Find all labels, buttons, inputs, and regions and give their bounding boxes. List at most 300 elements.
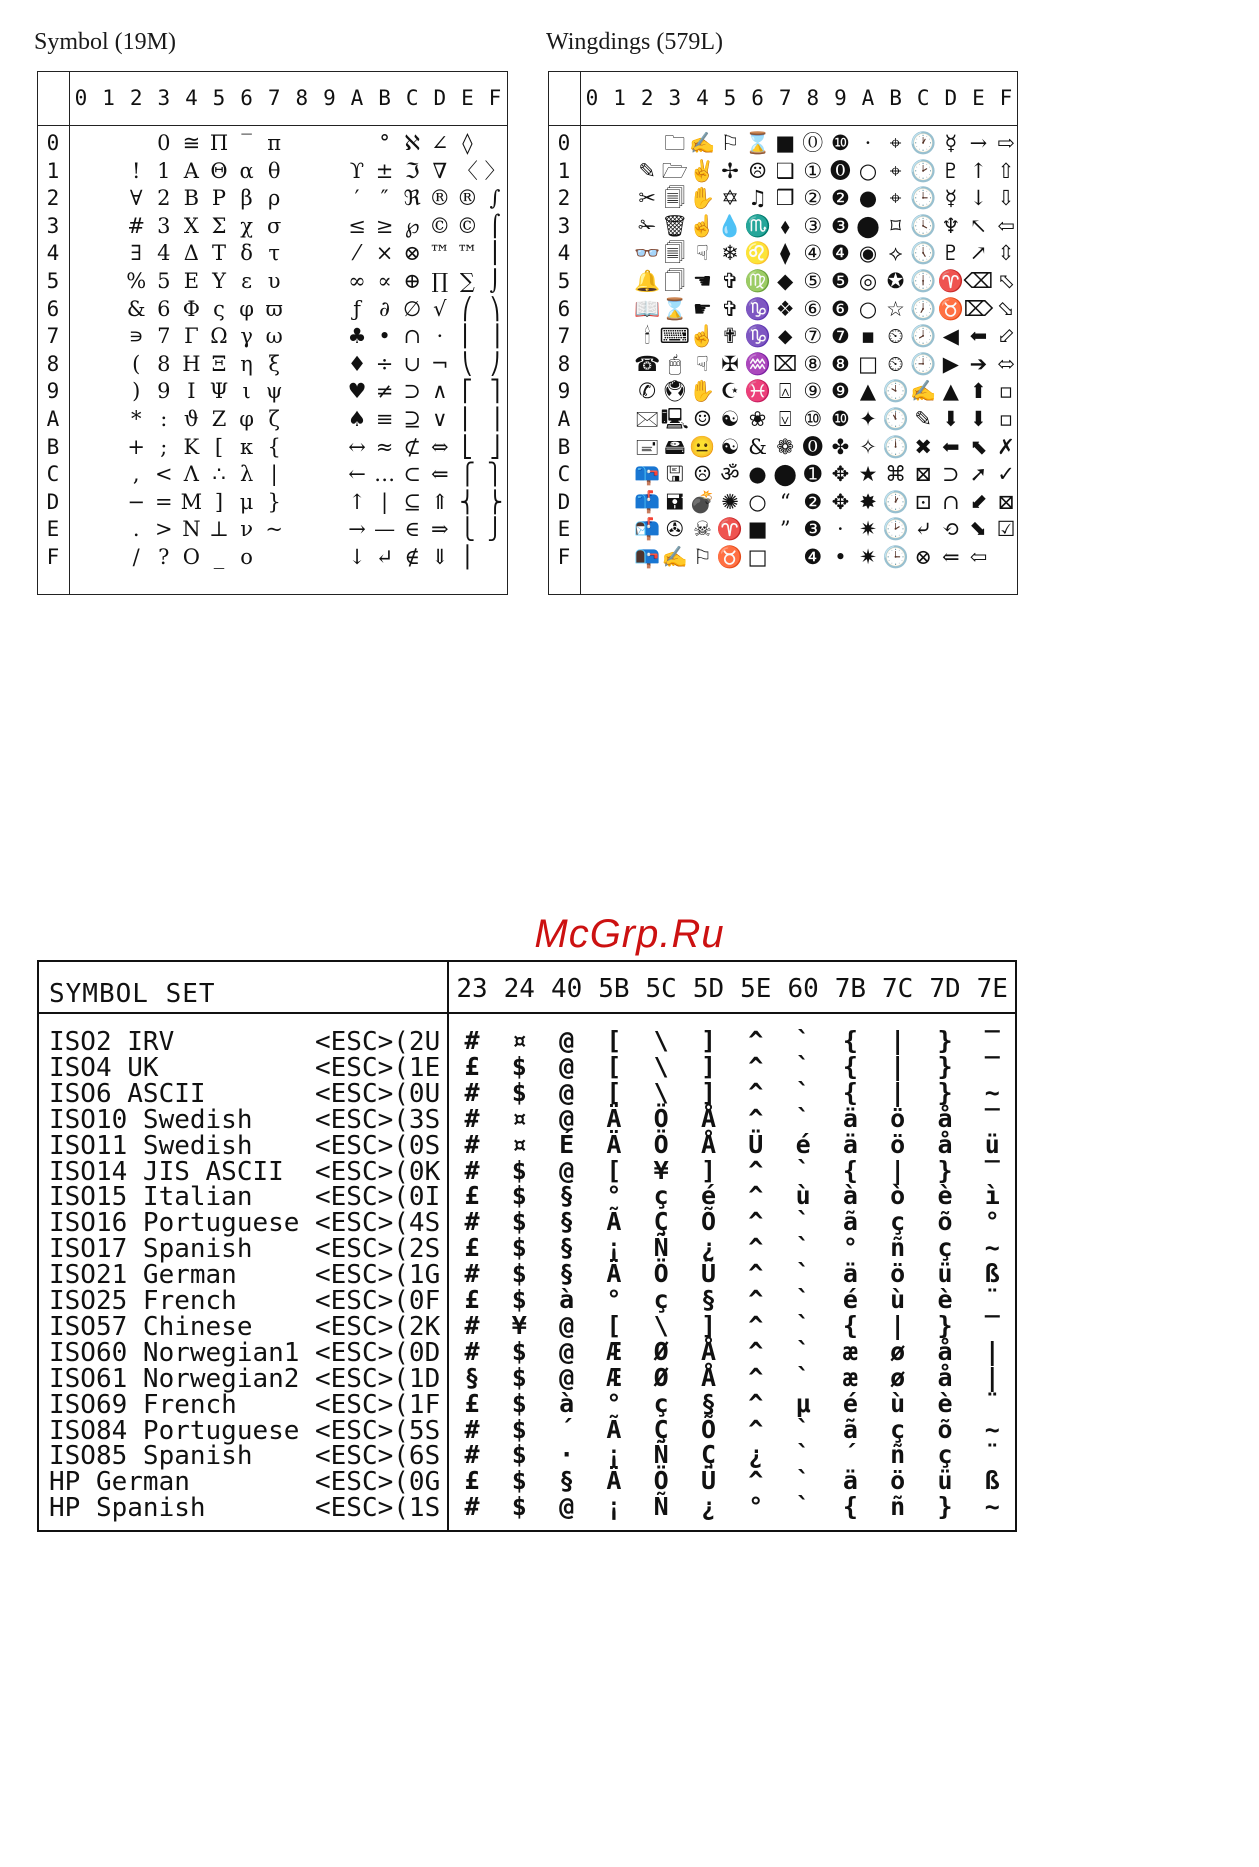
- wingdings-glyph: ✌: [689, 158, 716, 183]
- symbol-glyph: ℵ: [404, 131, 421, 155]
- wingdings-glyph: ⑧: [803, 351, 823, 376]
- symbol-set-char: #: [464, 1207, 480, 1237]
- symbol-set-char: §: [559, 1233, 575, 1263]
- wingdings-glyph: ⇐: [941, 545, 960, 569]
- wingdings-glyph: ●: [748, 462, 767, 487]
- symbol-row-header: 8: [46, 351, 60, 376]
- symbol-set-char: ‾: [984, 1051, 1000, 1081]
- symbol-set-char: °: [984, 1207, 1000, 1237]
- symbol-set-char: Õ: [700, 1414, 717, 1444]
- symbol-set-char: #: [464, 1440, 480, 1470]
- symbol-set-char: è: [937, 1181, 953, 1211]
- symbol-glyph: &: [126, 296, 146, 321]
- symbol-set-char: ^: [748, 1466, 764, 1496]
- wingdings-glyph: ⇧: [997, 158, 1015, 183]
- symbol-set-char: à: [559, 1285, 575, 1314]
- wingdings-glyph: □: [858, 351, 878, 376]
- wingdings-glyph: 🗍: [664, 269, 686, 293]
- symbol-glyph: ⎛: [462, 296, 473, 321]
- symbol-set-escape: <ESC>(1E: [315, 1052, 441, 1083]
- symbol-set-name: ISO16 Portuguese: [49, 1208, 300, 1239]
- symbol-set-char: ç: [653, 1285, 669, 1314]
- symbol-set-char: #: [464, 1414, 480, 1444]
- symbol-col-header: F: [488, 86, 502, 110]
- symbol-set-char: ·: [559, 1440, 575, 1470]
- symbol-glyph: ¬: [430, 351, 449, 376]
- symbol-glyph: *: [130, 407, 142, 431]
- symbol-set-char: ]: [700, 1051, 717, 1081]
- wingdings-glyph: ✠: [721, 351, 739, 376]
- wingdings-glyph: ❷: [830, 186, 850, 211]
- symbol-set-char: |: [984, 1362, 1000, 1392]
- symbol-glyph: 〉: [484, 158, 506, 183]
- wingdings-glyph: ❿: [830, 131, 850, 155]
- symbol-glyph: :: [160, 407, 168, 431]
- symbol-set-char: ¿: [700, 1233, 717, 1263]
- symbol-set-char: ‾: [984, 1026, 1000, 1055]
- symbol-glyph: 0: [157, 131, 171, 155]
- symbol-set-char: Æ: [606, 1336, 622, 1366]
- symbol-glyph: υ: [267, 269, 281, 293]
- wingdings-glyph: ●: [858, 186, 878, 211]
- wingdings-glyph: 📖: [634, 296, 661, 321]
- symbol-set-char: ä: [842, 1103, 858, 1133]
- symbol-set-char: Ö: [653, 1103, 669, 1133]
- symbol-glyph: ;: [160, 434, 168, 459]
- wingdings-glyph: ☪: [720, 379, 740, 404]
- symbol-set-char: Ñ: [653, 1440, 669, 1470]
- symbol-glyph: (: [132, 351, 141, 376]
- symbol-glyph: Χ: [183, 213, 199, 238]
- symbol-glyph: 〈: [456, 158, 478, 183]
- symbol-set-char: ^: [748, 1077, 764, 1107]
- symbol-set-char: Æ: [606, 1362, 622, 1392]
- symbol-set-char: æ: [842, 1362, 858, 1392]
- symbol-glyph: Η: [182, 351, 201, 376]
- wingdings-glyph: ⍌: [778, 407, 792, 431]
- wingdings-glyph: ♍: [744, 269, 771, 293]
- wingdings-glyph: ⓿: [829, 158, 851, 183]
- symbol-glyph: ϒ: [349, 158, 365, 183]
- symbol-set-char: ¤: [511, 1103, 527, 1133]
- symbol-set-char: è: [937, 1285, 953, 1314]
- symbol-set-char: ã: [842, 1414, 858, 1444]
- symbol-set-char: ü: [937, 1259, 953, 1289]
- wingdings-glyph: 🕑: [910, 158, 937, 183]
- wingdings-glyph: ♆: [941, 213, 961, 238]
- wingdings-glyph: ✞: [721, 296, 739, 321]
- symbol-glyph: μ: [239, 489, 254, 514]
- symbol-set-char: §: [700, 1285, 717, 1314]
- symbol-row-header: 9: [46, 379, 60, 404]
- symbol-set-char: `: [795, 1077, 811, 1107]
- symbol-set-char: Ñ: [653, 1492, 669, 1522]
- symbol-set-char: }: [937, 1026, 953, 1055]
- symbol-glyph: —: [374, 517, 396, 542]
- wingdings-glyph: ⬁: [997, 269, 1015, 293]
- wingdings-glyph: ✖: [914, 434, 932, 459]
- wingdings-glyph: &: [748, 434, 767, 459]
- symbol-glyph: ∇: [432, 158, 448, 183]
- symbol-set-char: Ç: [653, 1207, 669, 1237]
- wingdings-glyph: 😐: [689, 434, 716, 459]
- symbol-row-header: 0: [46, 131, 60, 155]
- symbol-set-char: §: [700, 1388, 717, 1418]
- symbol-glyph: ‾: [241, 131, 252, 155]
- symbol-glyph: ,: [132, 462, 140, 487]
- wingdings-glyph: ☿: [944, 131, 958, 155]
- wingdings-glyph: ⌖: [889, 131, 902, 155]
- symbol-set-escape: <ESC>(0U: [315, 1078, 441, 1109]
- wingdings-glyph: ❹: [803, 545, 823, 569]
- symbol-set-char: #: [464, 1492, 480, 1522]
- symbol-glyph: ♣: [347, 324, 367, 349]
- wingdings-glyph: ✞: [721, 269, 739, 293]
- wingdings-glyph: ⌖: [889, 158, 902, 183]
- wingdings-glyph: ✦: [859, 407, 877, 431]
- wingdings-col-header: 7: [778, 86, 792, 110]
- symbol-col-header: A: [350, 86, 364, 110]
- symbol-glyph: {: [267, 434, 281, 459]
- wingdings-glyph: ☑: [996, 517, 1016, 542]
- symbol-glyph: θ: [267, 158, 281, 183]
- symbol-row-header: E: [46, 517, 60, 542]
- symbol-glyph: ⌠: [489, 213, 501, 238]
- symbol-set-char: `: [795, 1155, 811, 1185]
- symbol-col-header: 1: [102, 86, 115, 110]
- symbol-set-char: $: [511, 1285, 527, 1314]
- wingdings-glyph: □: [747, 545, 768, 569]
- wingdings-glyph: ❽: [830, 351, 850, 376]
- wingdings-glyph: ⧫: [779, 241, 791, 266]
- symbol-set-char: [: [606, 1077, 622, 1107]
- symbol-set-char: $: [511, 1414, 527, 1444]
- symbol-set-char: è: [937, 1388, 953, 1418]
- symbol-set-char: }: [937, 1051, 953, 1081]
- symbol-set-name: ISO6 ASCII: [49, 1078, 206, 1109]
- symbol-glyph: ⇒: [430, 517, 449, 542]
- symbol-col-header: 0: [74, 86, 88, 110]
- symbol-set-char: `: [795, 1233, 811, 1263]
- symbol-set-char: Ø: [653, 1362, 669, 1392]
- symbol-set-char: Ü: [748, 1129, 764, 1159]
- symbol-glyph: 1: [157, 158, 171, 183]
- wingdings-glyph: ⌫: [963, 269, 994, 293]
- symbol-glyph: 2: [157, 186, 171, 211]
- symbol-set-char: $: [511, 1207, 527, 1237]
- wingdings-glyph: 🖫: [665, 462, 684, 487]
- symbol-set-char: Å: [700, 1129, 717, 1159]
- symbol-set-name: ISO85 Spanish: [49, 1441, 253, 1472]
- wingdings-glyph: ♉: [937, 296, 964, 321]
- symbol-set-escape: <ESC>(1F: [315, 1389, 441, 1420]
- symbol-set-char: ß: [984, 1466, 1000, 1496]
- symbol-set-char: `: [795, 1026, 811, 1055]
- wingdings-glyph: ☹: [748, 158, 767, 183]
- symbol-set-char: {: [842, 1155, 858, 1185]
- symbol-glyph: ⎦: [489, 434, 501, 459]
- symbol-glyph: ω: [265, 324, 283, 349]
- symbol-set-char: å: [937, 1336, 953, 1366]
- symbol-glyph: χ: [240, 213, 253, 238]
- symbol-set-name: ISO15 Italian: [49, 1182, 253, 1213]
- wingdings-glyph: ✓: [997, 462, 1015, 487]
- symbol-set-char: à: [842, 1181, 858, 1211]
- symbol-set-char: #: [464, 1259, 480, 1289]
- symbol-glyph: 6: [157, 296, 171, 321]
- wingdings-glyph: ❺: [830, 269, 850, 293]
- symbol-set-escape: <ESC>(0D: [315, 1337, 441, 1368]
- symbol-set-char: |: [984, 1336, 1000, 1366]
- symbol-glyph: ⎜: [462, 324, 473, 349]
- symbol-glyph: ⇐: [430, 462, 449, 487]
- wingdings-col-header: 8: [806, 86, 820, 110]
- symbol-glyph: Ζ: [211, 407, 227, 431]
- symbol-glyph: 8: [157, 351, 171, 376]
- symbol-glyph: ⊥: [209, 517, 229, 542]
- symbol-glyph: Δ: [183, 241, 199, 266]
- symbol-set-char: é: [700, 1181, 717, 1211]
- symbol-glyph: Ω: [210, 324, 228, 349]
- symbol-set-char: `: [795, 1103, 811, 1133]
- wingdings-glyph: ◀: [942, 324, 959, 349]
- symbol-glyph: ÷: [375, 351, 394, 376]
- symbol-glyph: Ν: [182, 517, 201, 542]
- symbol-glyph: ⋅: [436, 324, 444, 349]
- wingdings-row-header: 0: [557, 131, 571, 155]
- symbol-col-header: 2: [129, 86, 143, 110]
- symbol-glyph: √: [433, 296, 447, 321]
- wingdings-glyph: ☚: [692, 269, 712, 293]
- symbol-set-char: §: [559, 1181, 575, 1211]
- symbol-set-char: [: [606, 1310, 622, 1340]
- wingdings-glyph: ⍓: [778, 379, 792, 404]
- wingdings-row-header: F: [557, 545, 571, 569]
- wingdings-glyph: ॐ: [720, 462, 740, 487]
- symbol-set-char: ü: [937, 1466, 953, 1496]
- symbol-set-name: ISO11 Swedish: [49, 1130, 253, 1161]
- symbol-set-char: ^: [748, 1310, 764, 1340]
- symbol-set-char: £: [464, 1051, 480, 1081]
- symbol-glyph: Τ: [211, 241, 226, 266]
- symbol-set-char: £: [464, 1285, 480, 1314]
- wingdings-glyph: 🕖: [910, 296, 937, 321]
- wingdings-glyph: ☠: [692, 517, 712, 542]
- wingdings-glyph: ⑨: [803, 379, 823, 404]
- wingdings-glyph: ⌖: [889, 186, 902, 211]
- wingdings-glyph: 🕑: [882, 517, 909, 542]
- symbol-set-char: ö: [890, 1466, 906, 1496]
- symbol-set-name: ISO69 French: [49, 1389, 237, 1420]
- symbol-glyph: τ: [268, 241, 280, 266]
- symbol-font-table: [37, 71, 508, 595]
- wingdings-glyph: ■: [747, 517, 768, 542]
- symbol-set-char: ^: [748, 1414, 764, 1444]
- symbol-set-escape: <ESC>(1D: [315, 1363, 441, 1394]
- symbol-set-char: #: [464, 1077, 480, 1107]
- wingdings-row-header: D: [557, 489, 571, 514]
- symbol-set-escape: <ESC>(0K: [315, 1156, 441, 1187]
- symbol-glyph: ψ: [265, 379, 283, 404]
- wingdings-glyph: ⬤: [856, 213, 880, 238]
- symbol-col-header: 3: [157, 86, 171, 110]
- symbol-set-char: Ã: [606, 1414, 622, 1444]
- symbol-set-char: ]: [700, 1310, 717, 1340]
- wingdings-glyph: ✢: [721, 158, 739, 183]
- symbol-glyph: /: [132, 545, 140, 569]
- symbol-set-char: ì: [984, 1181, 1000, 1211]
- symbol-set-escape: <ESC>(4S: [315, 1208, 441, 1239]
- symbol-row-header: D: [46, 489, 60, 514]
- wingdings-glyph: ③: [803, 213, 823, 238]
- symbol-col-header: 9: [323, 86, 336, 110]
- symbol-col-header: E: [461, 86, 474, 110]
- wingdings-glyph: 🖴: [664, 434, 686, 459]
- wingdings-col-header: 9: [834, 86, 847, 110]
- wingdings-glyph: ✋: [689, 379, 716, 404]
- symbol-glyph: ∪: [403, 351, 421, 376]
- wingdings-glyph: 📬: [634, 517, 661, 542]
- symbol-row-header: C: [46, 462, 60, 487]
- symbol-set-char: }: [937, 1155, 953, 1185]
- symbol-glyph: ∝: [377, 269, 392, 293]
- wingdings-glyph: ✍: [910, 379, 937, 404]
- symbol-set-char: \: [653, 1026, 669, 1055]
- symbol-set-char: [: [606, 1155, 622, 1185]
- symbol-set-escape: <ESC>(0F: [315, 1286, 441, 1316]
- symbol-glyph: ⊕: [403, 269, 421, 293]
- symbol-glyph: π: [267, 131, 282, 155]
- wingdings-glyph: ▫: [998, 407, 1014, 431]
- symbol-set-header-rule: [39, 1012, 1015, 1014]
- symbol-row-header: B: [46, 434, 60, 459]
- wingdings-glyph: ↗: [969, 241, 988, 266]
- symbol-set-char: `: [795, 1310, 811, 1340]
- symbol-glyph: →: [348, 517, 366, 542]
- wingdings-glyph: 🔔: [634, 269, 661, 293]
- wingdings-glyph: ∩: [941, 489, 960, 514]
- symbol-glyph: ″: [380, 186, 389, 211]
- wingdings-glyph: 📫: [634, 489, 661, 514]
- symbol-row-header: 3: [46, 213, 60, 238]
- symbol-set-char: ¨: [984, 1285, 1000, 1314]
- wingdings-glyph: 🕐: [910, 131, 937, 155]
- symbol-set-char: ‾: [984, 1310, 1000, 1340]
- wingdings-glyph: ▶: [942, 351, 959, 376]
- watermark: McGrp.Ru: [534, 912, 725, 956]
- symbol-set-char: ^: [748, 1181, 764, 1211]
- symbol-set-char: ¤: [511, 1026, 527, 1055]
- symbol-set-char: ¥: [511, 1310, 527, 1340]
- wingdings-glyph: 📭: [634, 545, 661, 569]
- wingdings-glyph: ❑: [775, 158, 795, 183]
- symbol-glyph: |: [381, 489, 389, 514]
- wingdings-glyph: ♇: [941, 241, 961, 266]
- symbol-glyph: ℑ: [404, 158, 420, 183]
- symbol-glyph: δ: [240, 241, 253, 266]
- symbol-glyph: ∉: [404, 545, 420, 569]
- symbol-set-escape: <ESC>(2S: [315, 1234, 441, 1265]
- wingdings-glyph: 🕯: [644, 324, 651, 349]
- wingdings-glyph: ·: [864, 131, 872, 155]
- symbol-set-col-header: 60: [787, 974, 819, 1004]
- wingdings-glyph: ❸: [803, 517, 823, 542]
- symbol-glyph: ∧: [432, 379, 448, 404]
- symbol-glyph: ⎠: [489, 351, 501, 376]
- wingdings-glyph: ◎: [858, 269, 878, 293]
- symbol-set-char: £: [464, 1233, 480, 1263]
- wingdings-glyph: ⬊: [969, 517, 988, 542]
- symbol-glyph: σ: [267, 213, 282, 238]
- symbol-set-char: Ö: [653, 1129, 669, 1159]
- wingdings-glyph: ❖: [775, 296, 795, 321]
- symbol-set-char: ç: [653, 1181, 669, 1211]
- symbol-set-char: ù: [795, 1181, 811, 1211]
- symbol-glyph: ⊗: [403, 241, 421, 266]
- symbol-glyph: ∩: [403, 324, 421, 349]
- symbol-set-char: ^: [748, 1233, 764, 1263]
- wingdings-glyph: ✇: [665, 517, 684, 542]
- wingdings-glyph: 🕒: [882, 545, 909, 569]
- symbol-row-header: 2: [46, 186, 60, 211]
- wingdings-glyph: ↓: [969, 186, 988, 211]
- wingdings-glyph: ⊗: [914, 545, 932, 569]
- symbol-glyph: ∴: [212, 462, 226, 487]
- symbol-set-char: ^: [748, 1285, 764, 1314]
- symbol-set-char: `: [795, 1362, 811, 1392]
- symbol-col-header: 4: [185, 86, 198, 110]
- symbol-glyph: …: [374, 462, 396, 487]
- wingdings-glyph: ✟: [721, 324, 739, 349]
- symbol-row-header: 1: [46, 158, 60, 183]
- symbol-set-char: }: [937, 1077, 953, 1107]
- wingdings-glyph: ✂: [638, 186, 656, 211]
- symbol-set-escape: <ESC>(0S: [315, 1130, 441, 1161]
- symbol-set-char: §: [464, 1362, 480, 1392]
- wingdings-glyph: ✤: [831, 434, 850, 459]
- wingdings-glyph: ✗: [997, 434, 1015, 459]
- symbol-set-char: °: [842, 1233, 858, 1263]
- wingdings-glyph: ⌧: [773, 351, 798, 376]
- wingdings-header-rule: [549, 125, 1017, 126]
- symbol-set-char: Ø: [653, 1336, 669, 1366]
- symbol-glyph: Α: [183, 158, 199, 183]
- symbol-set-escape: <ESC>(3S: [315, 1104, 441, 1135]
- wingdings-glyph: ➚: [969, 462, 988, 487]
- symbol-set-char: ¨: [984, 1440, 1000, 1470]
- wingdings-glyph: ♏: [744, 213, 771, 238]
- wingdings-col-header: C: [916, 86, 930, 110]
- wingdings-font-table: [548, 71, 1018, 595]
- symbol-set-name: ISO17 Spanish: [49, 1234, 253, 1265]
- wingdings-glyph: ✥: [831, 462, 850, 487]
- symbol-glyph: λ: [239, 462, 254, 487]
- symbol-col-header: D: [433, 86, 447, 110]
- wingdings-row-header: B: [557, 434, 571, 459]
- symbol-glyph: ◊: [462, 131, 473, 155]
- symbol-set-char: }: [937, 1310, 953, 1340]
- symbol-set-char: {: [842, 1310, 858, 1340]
- wingdings-glyph: ♫: [748, 186, 767, 211]
- symbol-glyph: ⎮: [489, 241, 501, 266]
- symbol-glyph: ∏: [431, 269, 449, 293]
- symbol-set-char: #: [464, 1129, 480, 1159]
- symbol-set-char: [: [606, 1026, 622, 1055]
- symbol-set-char: $: [511, 1388, 527, 1418]
- symbol-glyph: 5: [157, 269, 171, 293]
- symbol-glyph: ≥: [375, 213, 394, 238]
- symbol-glyph: >: [154, 517, 173, 542]
